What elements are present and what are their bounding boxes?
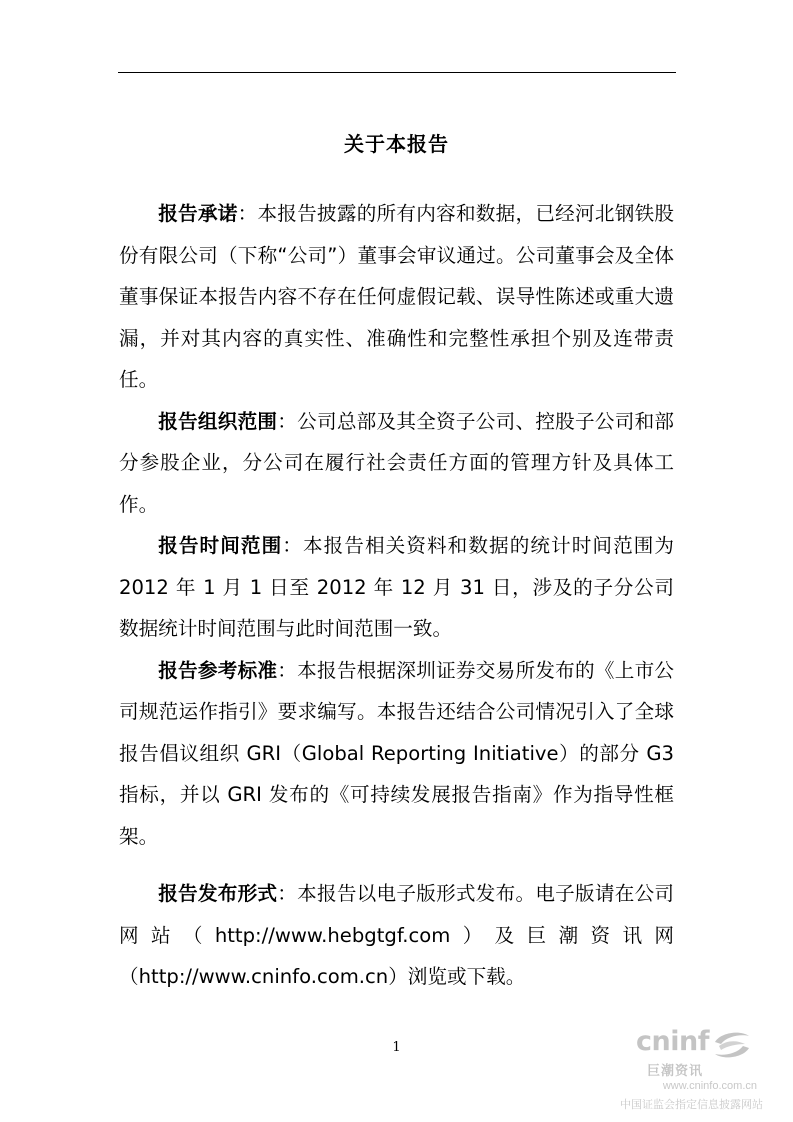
section-separator: ： <box>282 534 303 557</box>
watermark-brand-cn: 巨潮资讯 <box>646 1064 703 1079</box>
page-number: 1 <box>392 1040 401 1055</box>
section-label: 报告参考标准 <box>158 658 278 682</box>
section-reference-standard <box>119 650 674 858</box>
header-rule <box>118 72 676 73</box>
section-separator: ： <box>237 202 258 225</box>
section-label: 报告承诺 <box>158 202 238 225</box>
section-separator: ： <box>277 409 298 433</box>
section-label: 报告组织范围 <box>158 409 278 433</box>
page-title: 关于本报告 <box>344 132 449 156</box>
section-text: 本报告相关资料和数据的统计时间范围为 2012 年 1 月 1 日至 2012 年 12 月 31 日，涉及的子分公司数据统计时间范围与此时间范围一致。 <box>119 534 675 640</box>
watermark-url: www.cninfo.com.cn <box>662 1080 757 1092</box>
watermark-tagline: 中国证监会指定信息披露网站 <box>620 1098 763 1111</box>
section-commitment <box>119 193 674 401</box>
section-org-scope <box>119 401 674 526</box>
section-label: 报告发布形式 <box>158 882 278 905</box>
section-separator: ： <box>277 882 298 905</box>
section-label: 报告时间范围 <box>158 534 283 557</box>
section-text: 本报告披露的所有内容和数据，已经河北钢铁股份有限公司（下称“公司”）董事会审议通过。公司董事会及全体董事保证本报告内容不存在任何虚假记载、误导性陈述或重大遗漏，并对其内容的真实性、准确性和完整性承担个别及连带责任。 <box>119 202 675 391</box>
section-publication-format <box>119 873 674 998</box>
watermark-brand: cninf <box>636 1026 709 1057</box>
section-time-scope <box>119 525 674 650</box>
section-text: 公司总部及其全资子公司、控股子公司和部分参股企业，分公司在履行社会责任方面的管理方针及具体工作。 <box>119 409 675 516</box>
section-text: 本报告根据深圳证券交易所发布的《上市公司规范运作指引》要求编写。本报告还结合公司情况引入了全球报告倡议组织 GRI（Global Reporting Initiative）的部分 G3 指标，并以 GRI 发布的《可持续发展报告指南》作为指导性框架。 <box>119 658 675 848</box>
cninfo-logo-icon <box>711 1028 753 1062</box>
cninfo-watermark <box>603 1022 763 1114</box>
section-separator: ： <box>277 658 298 682</box>
section-text: 本报告以电子版形式发布。电子版请在公司网站（http://www.hebgtgf.com）及巨潮资讯网（http://www.cninfo.com.cn）浏览或下载。 <box>119 882 675 988</box>
report-body <box>119 193 674 998</box>
